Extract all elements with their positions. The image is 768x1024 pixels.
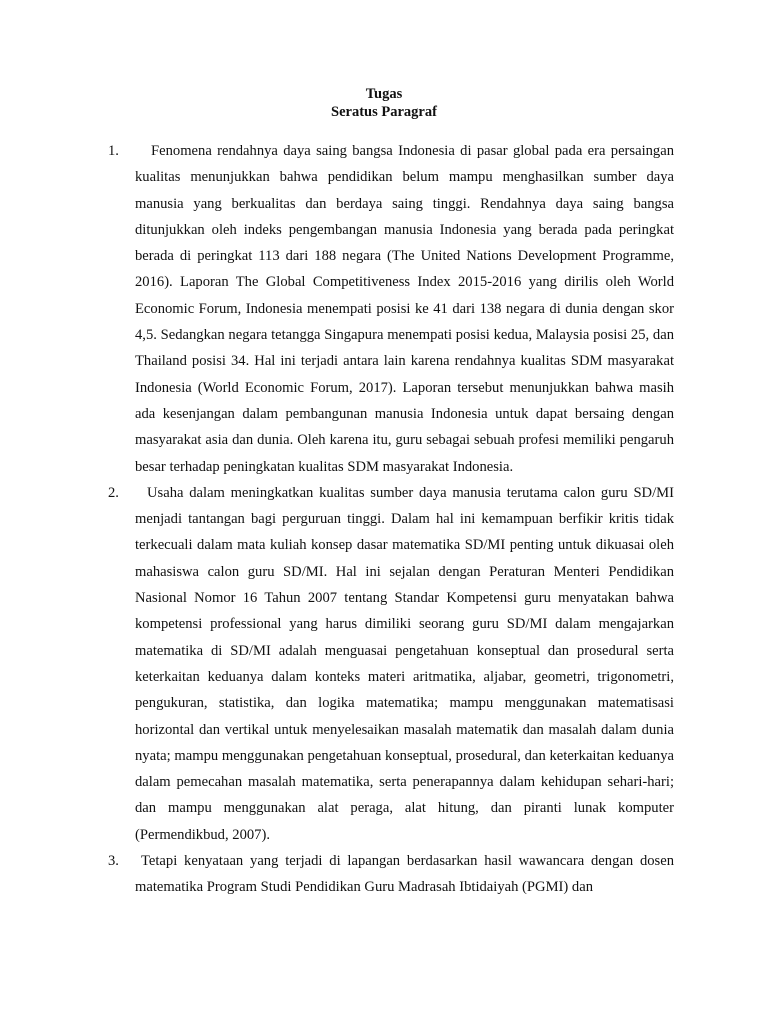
paragraph-number: 1.	[108, 143, 119, 159]
document-title: Tugas	[365, 86, 403, 102]
paragraph-list	[108, 138, 674, 901]
paragraph-item	[108, 480, 674, 848]
title-block	[0, 85, 768, 121]
paragraph-number: 2.	[108, 484, 119, 501]
document-subtitle: Seratus Paragraf	[331, 104, 437, 120]
paragraph-item	[108, 848, 674, 901]
paragraph-text: Usaha dalam meningkatkan kualitas sumber daya manusia terutama calon guru SD/MI menjadi tantangan bagi perguruan tinggi. Dalam hal ini kemampuan berfikir kritis tidak terkecuali dalam mata kuliah konsep dasar matematika SD/MI penting untuk dikuasai oleh mahasiswa calon guru SD/MI. Hal ini sejalan dengan Peraturan Menteri Pendidikan Nasional Nomor 16 Tahun 2007 tentang Standar Kompetensi guru menyatakan bahwa kompetensi professional yang harus dimiliki seorang guru SD/MI dalam mengajarkan matematika di SD/MI adalah menguasai pengetahuan konseptual dan prosedural serta keterkaitan keduanya dalam konteks materi aritmatika, aljabar, geometri, trigonometri, pengukuran, statistika, dan logika matematika; mampu menggunakan matematisasi horizontal dan vertikal untuk menyelesaikan masalah matematik dan masalah dalam dunia nyata; mampu menggunakan pengetahuan konseptual, prosedural, dan keterkaitan keduanya dalam pemecahan masalah matematika, serta penerapannya dalam kehidupan sehari-hari; dan mampu menggunakan alat peraga, alat hitung, dan piranti lunak komputer (Permendikbud, 2007).	[135, 484, 674, 843]
paragraph-number: 3.	[108, 853, 119, 870]
paragraph-item	[108, 138, 674, 480]
paragraph-text: Tetapi kenyataan yang terjadi di lapangan berdasarkan hasil wawancara dengan dosen matematika Program Studi Pendidikan Guru Madrasah Ibtidaiyah (PGMI) dan	[135, 853, 674, 896]
paragraph-text: Fenomena rendahnya daya saing bangsa Indonesia di pasar global pada era persaingan kualitas menunjukkan bahwa pendidikan belum mampu menghasilkan sumber daya manusia yang berkualitas dan berdaya saing tinggi. Rendahnya daya saing bangsa ditunjukkan oleh indeks pengembangan manusia Indonesia yang berada pada peringkat berada di peringkat 113 dari 188 negara (The United Nations Development Programme, 2016). Laporan The Global Competitiveness Index 2015-2016 yang dirilis oleh World Economic Forum, Indonesia menempati posisi ke 41 dari 138 negara di dunia dengan skor 4,5. Sedangkan negara tetangga Singapura menempati posisi kedua, Malaysia posisi 25, dan Thailand posisi 34. Hal ini terjadi antara lain karena rendahnya kualitas SDM masyarakat Indonesia (World Economic Forum, 2017). Laporan tersebut menunjukkan bahwa masih ada kesenjangan dalam pembangunan manusia Indonesia untuk dapat bersaing dengan masyarakat asia dan dunia. Oleh karena itu, guru sebagai sebuah profesi memiliki pengaruh besar terhadap peningkatan kualitas SDM masyarakat Indonesia.	[135, 143, 674, 475]
